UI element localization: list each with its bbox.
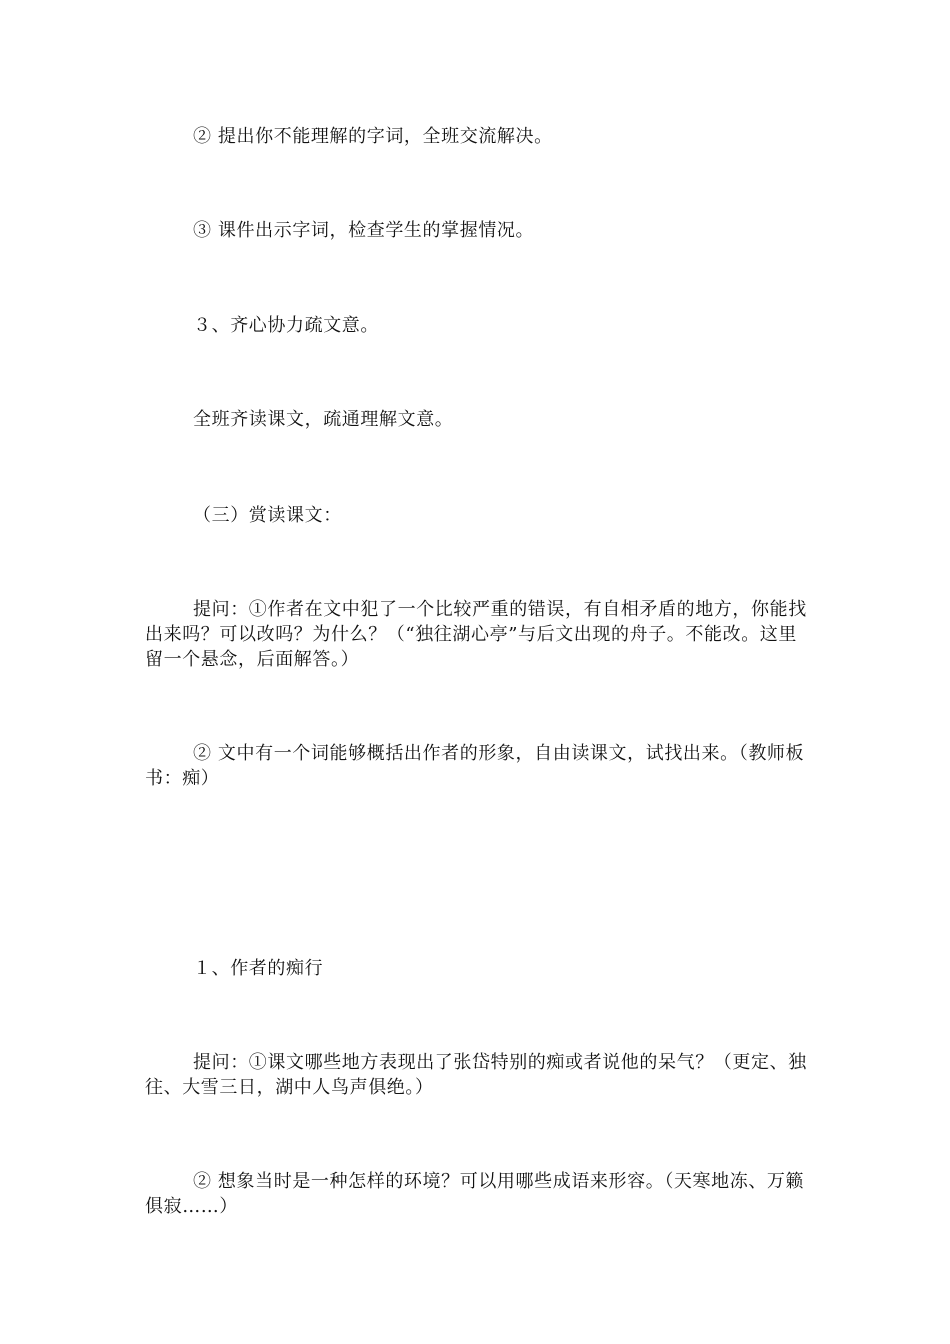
paragraph-3: ３、齐心协力疏文意。 [193, 315, 379, 336]
paragraph-question-2: ② 文中有一个词能够概括出作者的形象，自由读课文，试找出来。（教师板书：痴） [145, 743, 805, 789]
paragraph-2: ③ 课件出示字词，检查学生的掌握情况。 [193, 220, 535, 241]
section-heading: （三）赏读课文： [193, 505, 342, 526]
paragraph-question-3: 提问：①课文哪些地方表现出了张岱特别的痴或者说他的呆气？（更定、独往、大雪三日，湖中人鸟声俱绝。） [145, 1052, 807, 1098]
paragraph-4: 全班齐读课文，疏通理解文意。 [193, 409, 454, 430]
paragraph-question-1: 提问：①作者在文中犯了一个比较严重的错误，有自相矛盾的地方，你能找出来吗？可以改吗？为什么？（“独往湖心亭”与后文出现的舟子。不能改。这里留一个悬念，后面解答。） [145, 599, 807, 670]
subheading-1: １、作者的痴行 [193, 958, 324, 979]
paragraph-1: ② 提出你不能理解的字词，全班交流解决。 [193, 126, 553, 147]
paragraph-question-4: ② 想象当时是一种怎样的环境？可以用哪些成语来形容。（天寒地冻、万籁俱寂……） [145, 1171, 805, 1217]
